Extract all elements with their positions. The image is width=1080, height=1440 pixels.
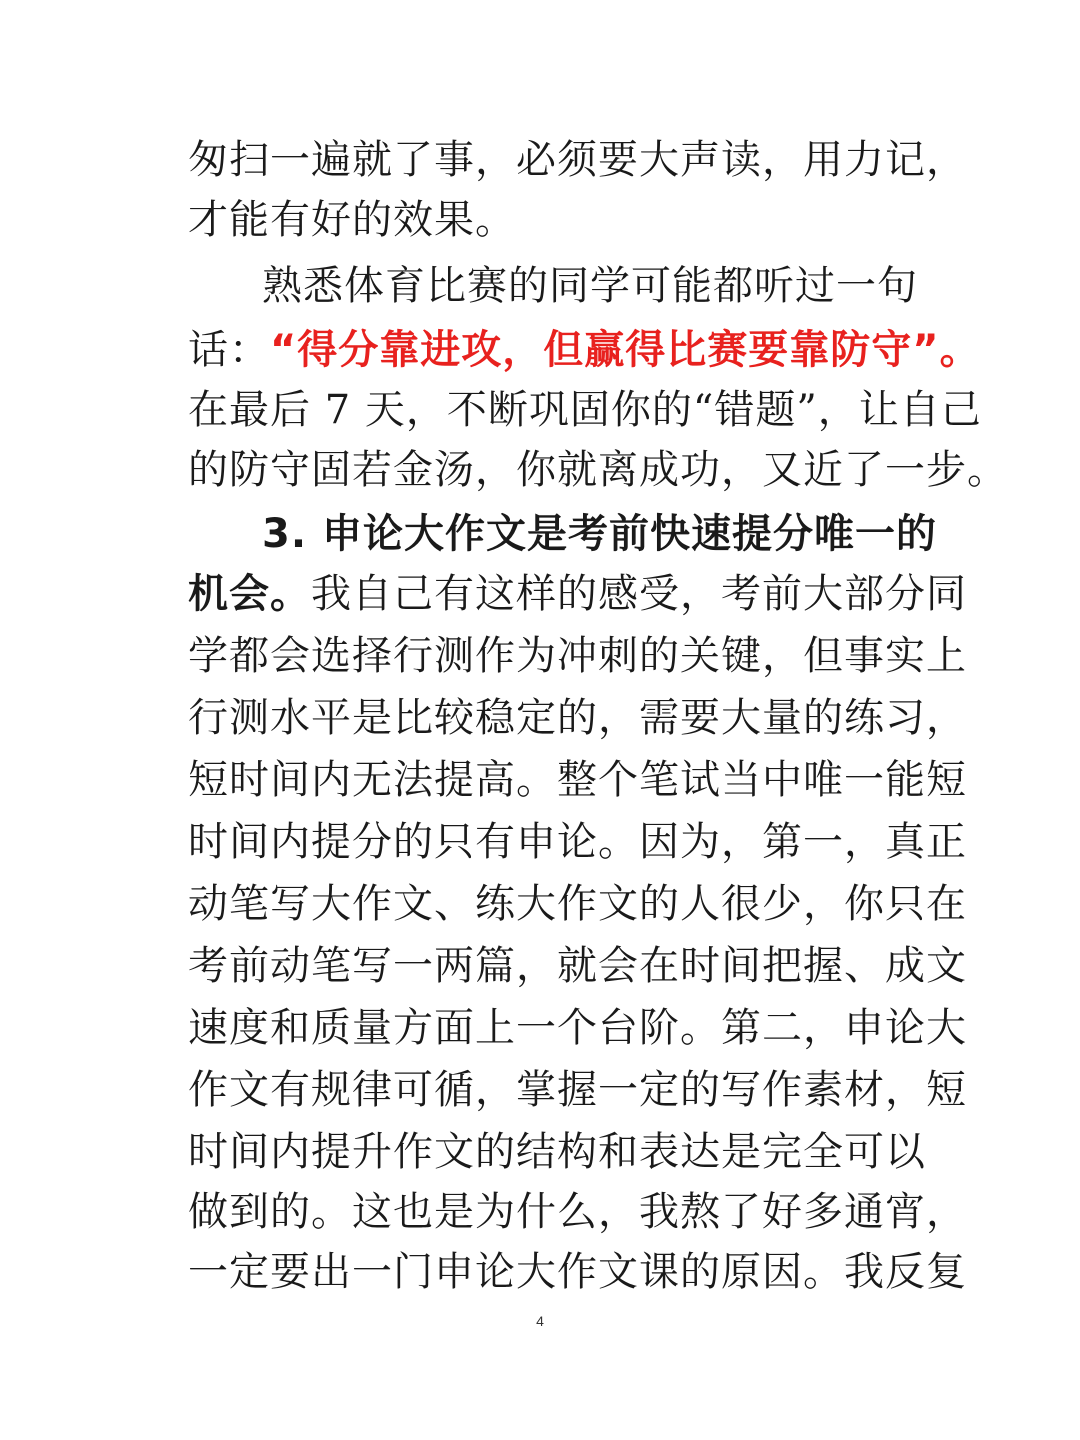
paragraph-line: 考前动笔写一两篇，就会在时间把握、成文 <box>188 943 967 989</box>
paragraph-line-with-quote <box>188 318 981 382</box>
paragraph-line: 时间内提分的只有申论。因为，第一，真正 <box>188 819 967 865</box>
bold-heading-text: 机会。 <box>188 571 311 617</box>
paragraph-line: 一定要出一门申论大作文课的原因。我反复 <box>188 1249 967 1295</box>
paragraph-text: 话： <box>188 327 270 373</box>
paragraph-line: 动笔写大作文、练大作文的人很少，你只在 <box>188 881 967 927</box>
paragraph-line: 做到的。这也是为什么，我熬了好多通宵， <box>188 1189 967 1235</box>
highlighted-quote: “得分靠进攻，但赢得比赛要靠防守”。 <box>270 327 981 373</box>
paragraph-line: 速度和质量方面上一个台阶。第二，申论大 <box>188 1005 967 1051</box>
paragraph-line: 在最后 7 天，不断巩固你的“错题”，让自己 <box>188 387 982 433</box>
section-heading-line: 3. 申论大作文是考前快速提分唯一的 <box>262 511 937 557</box>
paragraph-line: 作文有规律可循，掌握一定的写作素材，短 <box>188 1067 967 1113</box>
paragraph-line: 匆扫一遍就了事，必须要大声读，用力记， <box>188 137 967 183</box>
paragraph-line: 熟悉体育比赛的同学可能都听过一句 <box>262 263 918 309</box>
paragraph-line: 学都会选择行测作为冲刺的关键，但事实上 <box>188 633 967 679</box>
paragraph-line: 行测水平是比较稳定的，需要大量的练习， <box>188 695 967 741</box>
paragraph-line: 的防守固若金汤，你就离成功，又近了一步。 <box>188 447 1008 493</box>
paragraph-line: 时间内提升作文的结构和表达是完全可以 <box>188 1129 926 1175</box>
paragraph-line: 短时间内无法提高。整个笔试当中唯一能短 <box>188 757 967 803</box>
paragraph-line: 才能有好的效果。 <box>188 197 516 243</box>
paragraph-text: 我自己有这样的感受，考前大部分同 <box>311 571 967 617</box>
paragraph-line-with-bold <box>188 562 967 626</box>
page-number: 4 <box>536 1313 544 1329</box>
